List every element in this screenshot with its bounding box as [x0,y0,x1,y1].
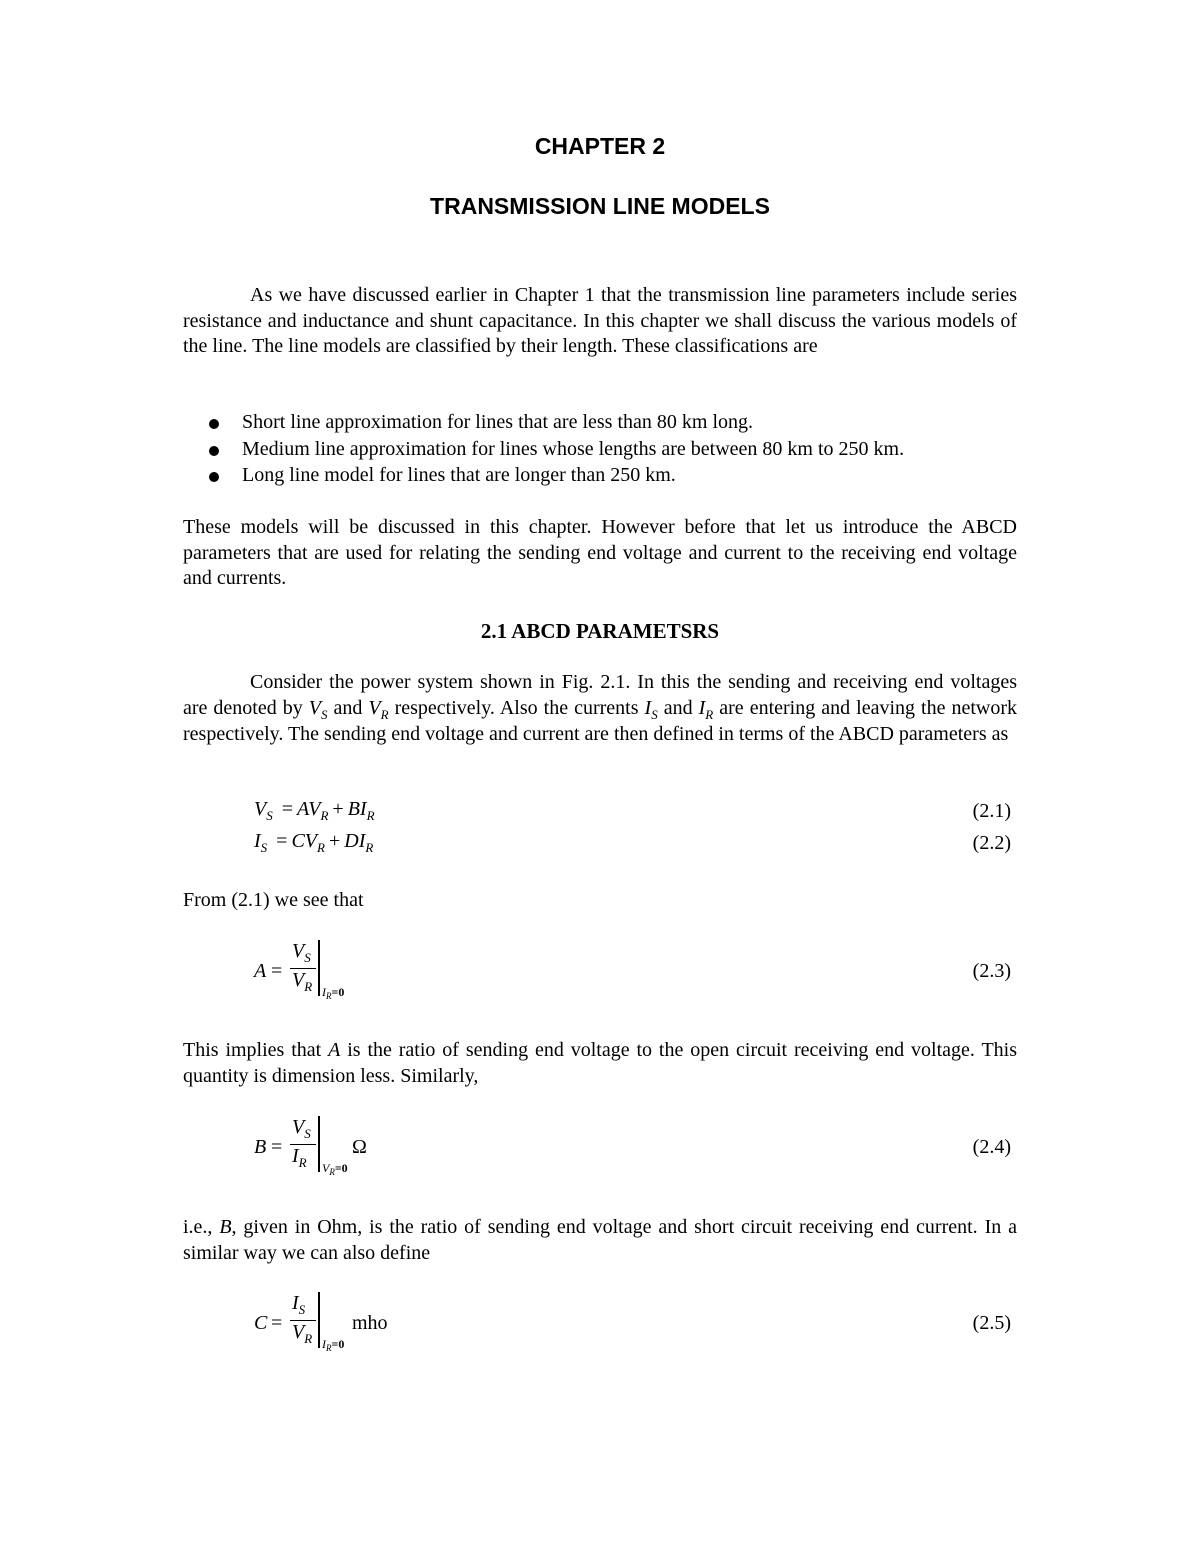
text-run: , given in Ohm, is the ratio of sending end voltage and short circuit receiving end current. In a similar way we can also define [183,1216,1017,1264]
fraction-denominator [292,1145,307,1168]
eq-subscript: S [298,1302,306,1317]
symbol-subscript: S [321,706,328,722]
eq-lhs: V [254,798,267,820]
cond-value: =0 [331,985,345,999]
fraction-numerator [292,1292,305,1315]
chapter-label: CHAPTER 2 [534,133,666,159]
eq-lhs: B [254,1136,267,1158]
list-item [183,436,1017,463]
eq-symbol: I [292,1292,299,1314]
symbol-ir [698,696,714,722]
symbol-b: B [219,1216,232,1238]
eq-subscript: S [266,808,273,823]
evaluation-bar [318,1116,320,1172]
evaluation-condition [322,1161,348,1176]
eq-symbol: V [304,830,318,852]
eq-subscript: R [298,1155,307,1170]
eq-symbol: I [292,1145,299,1167]
symbol-subscript: S [651,706,658,722]
eq-subscript: R [366,808,375,823]
eq-subscript: R [304,1331,313,1346]
ratio-b-paragraph [183,1215,1017,1266]
symbol-letter: V [308,696,321,719]
evaluation-bar [318,1292,320,1348]
equation-number: (2.5) [972,1312,1011,1334]
intro-paragraph: As we have discussed earlier in Chapter 1 that the transmission line parameters include series resistance and inductance and shunt capacitance. In this chapter we shall discuss the various models of the line. The line models are classified by their length. These classifications are [183,284,1017,358]
eq-subscript: R [365,840,374,855]
ratio-a-paragraph [183,1038,1017,1089]
text-run: This implies that [183,1039,329,1061]
equation-number: (2.1) [972,800,1011,822]
eq-symbol: V [292,1321,305,1343]
eq-lhs: C [254,1312,268,1334]
eq-symbol: V [308,798,321,820]
eq-symbol: V [292,940,305,962]
fraction-numerator [292,940,311,963]
cond-value: =0 [331,1337,345,1351]
list-item-text: Short line approximation for lines that are less than 80 km long. [242,411,754,433]
list-item [183,462,1017,489]
equation-number: (2.3) [972,960,1011,982]
eq-subscript: S [304,950,311,965]
evaluation-bar [318,940,320,996]
followup-paragraph: These models will be discussed in this chapter. However before that let us introduce the ABCD parameters that are used for relating the sending end voltage and current to the receiving end voltage and currents. [183,516,1017,590]
equation-number: (2.2) [972,832,1011,854]
symbol-vr [368,696,389,722]
eq-symbol: I [359,798,367,820]
evaluation-condition [322,985,344,1000]
from-text: From (2.1) we see that [183,889,364,911]
document-page: CHAPTER 2 TRANSMISSION LINE MODELS As we have discussed earlier in Chapter 1 that the transmission line parameters include series resistance and inductance and shunt capacitance. In this chapter we shall discuss the various models of the line. The line models are classified by their length. These classifications are Short line approximation for lines that are less than 80 km long. Medium line approximation for lines whose lengths are between 80 km to 250 km. Long line model for lines that are longer than 250 km. These models will be discussed in this chapter. However before that let us introduce the ABCD parameters that are used for relating the sending end voltage and current to the receiving end voltage and currents. 2.1 ABCD PARAMETSRS Consider the power system shown in Fig. 2.1. In this the sending and receiving end voltages are denoted by $V_S$ and $V_R$ respectively. Also the currents $I_S$ and $I_R$ are entering and leaving the network respectively. The sending end voltage and current are then defined in terms of the ABCD parameters as $V_S = AV_R + BI_R$ (2.1) $I_S = CV_R + DI_R$ (2.2) From (2.1) we see that A = $V_S$ $V_R$ $I_R=0$ (2.3) This implies that A is the ratio of sending end voltage to the open circuit receiving end voltage. This quantity is dimension less. Similarly, B = $V_S$ $I_R$ $V_R=0$ Ω (2.4) i.e., B, given in Ohm, is the ratio of sending end voltage and short circuit receiving end current. In a similar way we can also define C = $I_S$ $V_R$ $I_R=0$ mho (2.5) [0,0,1200,1553]
fraction-denominator [292,969,312,992]
equation-number: (2.4) [972,1136,1011,1158]
cond-symbol: I [322,1337,326,1351]
unit-ohm: Ω [352,1136,367,1158]
eq-lhs: I [254,830,261,852]
symbol-letter: I [644,696,652,719]
cond-value: =0 [334,1161,348,1175]
text-run: are entering and leaving the network respectively. The sending end voltage and current are then defined in terms of the ABCD parameters as [183,696,1017,746]
cond-subscript: R [329,1167,335,1177]
eq-subscript: R [320,808,329,823]
text-run: i.e., [183,1216,220,1238]
chapter-title: TRANSMISSION LINE MODELS [430,193,770,219]
fraction-denominator [292,1321,312,1344]
cond-subscript: R [326,1343,332,1353]
text-run: and [657,696,699,719]
eq-symbol: V [292,1116,305,1138]
eq-subscript: R [317,840,325,855]
list-item [183,409,1017,436]
symbol-is [644,696,658,722]
fraction-numerator [292,1116,311,1139]
classification-list [183,409,1017,489]
unit-mho: mho [352,1312,388,1334]
evaluation-condition [322,1337,344,1352]
text-run: respectively. Also the currents [388,696,645,719]
bullet-icon [209,446,219,456]
equation-2-2: $I_S = CV_R + DI_R$ [254,830,374,855]
eq-lhs: A [254,960,267,982]
symbol-letter: V [368,696,381,719]
eq-symbol: I [358,830,366,852]
eq-subscript: S [260,840,268,855]
list-item-text: Long line model for lines that are longer than 250 km. [242,464,676,486]
symbol-vs [308,696,328,722]
symbol-letter: I [698,696,706,719]
symbol-a: A [328,1039,341,1061]
list-item-text: Medium line approximation for lines whose lengths are between 80 km to 250 km. [242,437,905,460]
text-run: Consider the power system shown in Fig. 2.1. In this the sending and receiving end voltages are denoted by [183,671,1017,719]
eq-symbol: V [292,969,305,991]
bullet-icon [209,472,219,482]
cond-symbol: V [322,1161,330,1175]
bullet-icon [209,419,219,429]
cond-subscript: R [326,991,332,1001]
text-run: is the ratio of sending end voltage to the open circuit receiving end voltage. This quantity is dimension less. Similarly, [183,1039,1018,1087]
cond-symbol: I [322,985,326,999]
symbol-subscript: R [705,706,714,722]
text-run: and [327,696,369,719]
symbol-subscript: R [380,706,389,722]
section-heading: 2.1 ABCD PARAMETSRS [480,619,720,643]
eq-subscript: S [304,1126,311,1141]
eq-subscript: R [304,979,313,994]
section-paragraph [183,670,1017,748]
equation-2-1: $V_S = AV_R + BI_R$ [254,798,375,823]
